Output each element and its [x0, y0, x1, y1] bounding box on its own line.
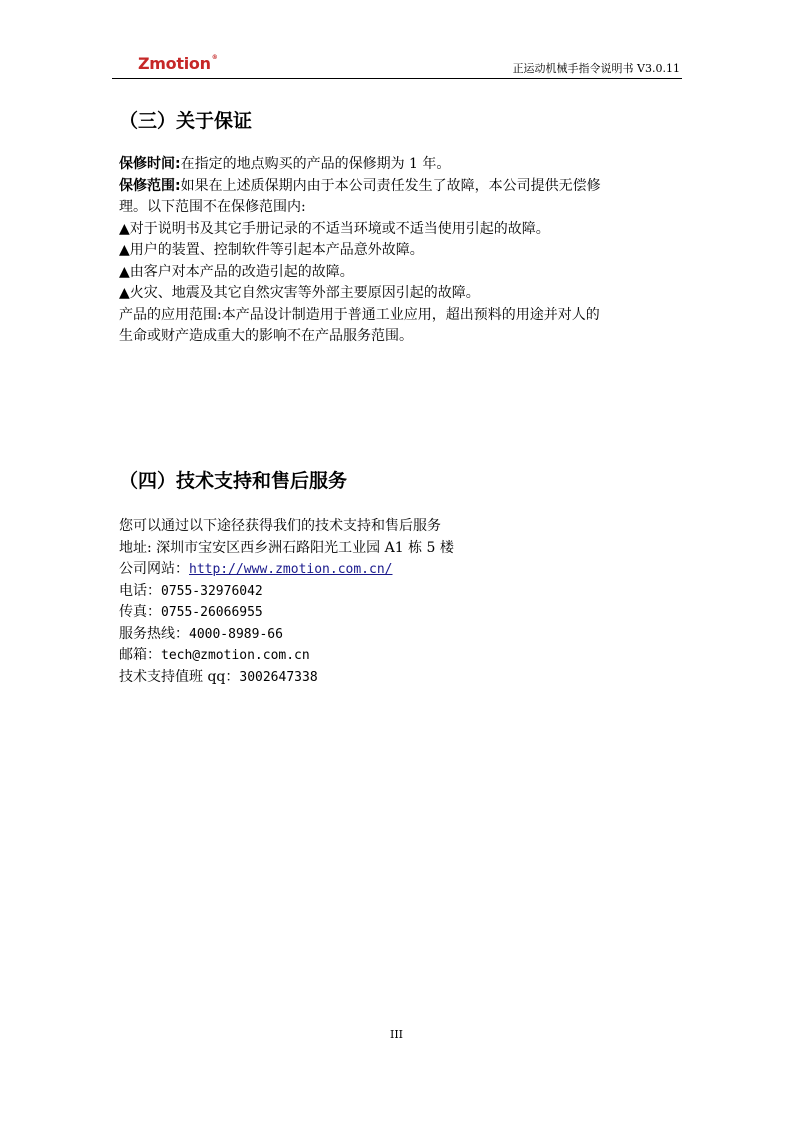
website-link[interactable]: http://www.zmotion.com.cn/: [189, 562, 393, 577]
support-intro: 您可以通过以下途径获得我们的技术支持和售后服务: [119, 518, 441, 534]
hotline-label: 服务热线：: [119, 625, 189, 642]
section-title-support: （四）技术支持和售后服务: [119, 470, 348, 492]
section-title-warranty: （三）关于保证: [119, 110, 253, 132]
warranty-period-text: 在指定的地点购买的产品的保修期为 1 年。: [180, 156, 451, 172]
email: [119, 645, 679, 667]
warranty-scope-label: 保修范围:: [119, 177, 181, 194]
exclusion-item: ▲用户的装置、控制软件等引起本产品意外故障。: [119, 242, 424, 258]
exclusion-item: ▲由客户对本产品的改造引起的故障。: [119, 263, 354, 280]
hotline: [119, 624, 679, 646]
page-header: [112, 52, 682, 79]
email-label: 邮箱：: [119, 647, 161, 663]
address: [119, 538, 679, 560]
document-title: 正运动机械手指令说明书 V3.0.11: [512, 62, 680, 75]
support-section: [119, 516, 679, 688]
zmotion-logo: Zmotion®: [138, 54, 218, 73]
page-number: III: [389, 1028, 404, 1041]
website: [119, 559, 679, 581]
qq-value: 3002647338: [239, 669, 318, 685]
warranty-scope-text-2: 理。以下范围不在保修范围内:: [119, 199, 306, 215]
hotline-value: 4000-8989-66: [189, 626, 283, 642]
warranty-period-label: 保修时间:: [119, 156, 181, 172]
warranty-period: [119, 154, 679, 176]
exclusion-item: ▲火灾、地震及其它自然灾害等外部主要原因引起的故障。: [119, 285, 480, 301]
warranty-section: [119, 154, 679, 348]
application-scope-1: 产品的应用范围:本产品设计制造用于普通工业应用，超出预料的用途并对人的: [119, 306, 600, 323]
fax-label: 传真：: [119, 604, 161, 620]
qq: [119, 667, 679, 689]
qq-label: 技术支持值班 qq：: [119, 668, 240, 685]
fax-value: 0755-26066955: [161, 605, 263, 620]
application-scope-2: 生命或财产造成重大的影响不在产品服务范围。: [119, 328, 413, 344]
address-value: 深圳市宝安区西乡洲石路阳光工业园 A1 栋 5 楼: [156, 539, 454, 556]
phone-value: 0755-32976042: [161, 583, 263, 599]
address-label: 地址:: [119, 539, 157, 556]
phone: [119, 581, 679, 603]
email-value: tech@zmotion.com.cn: [161, 648, 310, 663]
exclusion-item: ▲对于说明书及其它手册记录的不适当环境或不适当使用引起的故障。: [119, 220, 550, 237]
warranty-scope: [119, 176, 679, 198]
warranty-scope-text-1: 如果在上述质保期内由于本公司责任发生了故障，本公司提供无偿修: [180, 177, 601, 194]
fax: [119, 602, 679, 624]
phone-label: 电话：: [119, 582, 161, 599]
website-label: 公司网站：: [119, 561, 189, 577]
